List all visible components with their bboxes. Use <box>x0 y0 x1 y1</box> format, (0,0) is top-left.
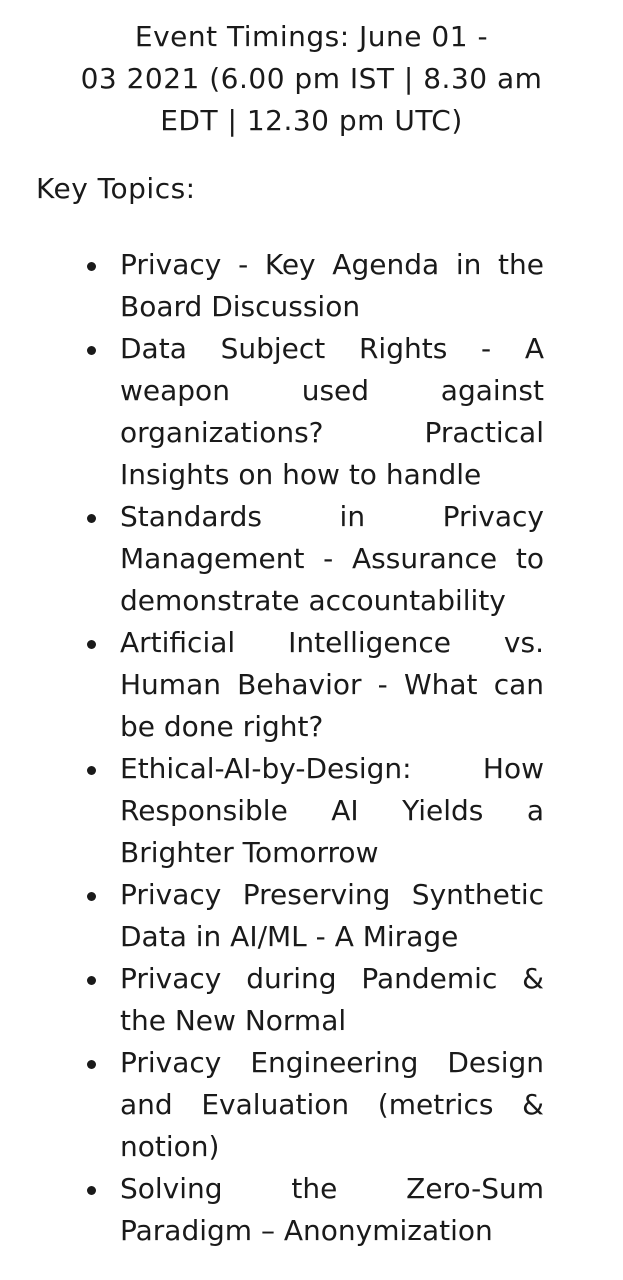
topic-text-line: Solving the Zero-Sum <box>120 1172 544 1205</box>
topic-text-line: Data in AI/ML - A Mirage <box>120 920 459 953</box>
topic-text-line: Artificial Intelligence vs. <box>120 626 544 659</box>
topic-list <box>0 244 544 1252</box>
topic-text-line: Privacy Preserving Synthetic <box>120 878 544 911</box>
event-timings-header <box>30 16 593 142</box>
topic-item <box>0 244 544 328</box>
topic-text-line: Privacy - Key Agenda in the <box>120 248 544 281</box>
bullet-icon <box>87 514 96 523</box>
key-topics-heading: Key Topics: <box>36 172 196 205</box>
topic-text-line: weapon used against <box>120 374 544 407</box>
topic-text-line: Standards in Privacy <box>120 500 544 533</box>
bullet-icon <box>87 892 96 901</box>
topic-text-line: Human Behavior - What can <box>120 668 544 701</box>
topic-text-line: Privacy during Pandemic & <box>120 962 544 995</box>
bullet-icon <box>87 262 96 271</box>
topic-text-line: demonstrate accountability <box>120 584 506 617</box>
topic-text-line: notion) <box>120 1130 220 1163</box>
bullet-icon <box>87 640 96 649</box>
topic-text-line: the New Normal <box>120 1004 347 1037</box>
topic-text-line: organizations? Practical <box>120 416 544 449</box>
topic-item <box>0 496 544 622</box>
bullet-icon <box>87 1186 96 1195</box>
topic-text-line: Management - Assurance to <box>120 542 544 575</box>
topic-item <box>0 328 544 496</box>
event-timings-line: EDT | 12.30 pm UTC) <box>160 104 463 137</box>
bullet-icon <box>87 346 96 355</box>
event-timings-line: 03 2021 (6.00 pm IST | 8.30 am <box>80 62 543 95</box>
topic-text-line: Data Subject Rights - A <box>120 332 544 365</box>
event-timings-line: Event Timings: June 01 - <box>134 20 489 53</box>
topic-text-line: Brighter Tomorrow <box>120 836 379 869</box>
topic-item <box>0 1042 544 1168</box>
bullet-icon <box>87 976 96 985</box>
topic-text-line: Responsible AI Yields a <box>120 794 544 827</box>
topic-item <box>0 748 544 874</box>
topic-text-line: Insights on how to handle <box>120 458 482 491</box>
topic-text-line: and Evaluation (metrics & <box>120 1088 544 1121</box>
bullet-icon <box>87 1060 96 1069</box>
topic-item <box>0 958 544 1042</box>
topic-item <box>0 1168 544 1252</box>
topic-text-line: Board Discussion <box>120 290 361 323</box>
topic-item <box>0 874 544 958</box>
topic-text-line: Paradigm – Anonymization <box>120 1214 493 1247</box>
topic-text-line: Ethical-AI-by-Design: How <box>120 752 544 785</box>
topic-item <box>0 622 544 748</box>
topic-text-line: Privacy Engineering Design <box>120 1046 544 1079</box>
bullet-icon <box>87 766 96 775</box>
topic-text-line: be done right? <box>120 710 324 743</box>
